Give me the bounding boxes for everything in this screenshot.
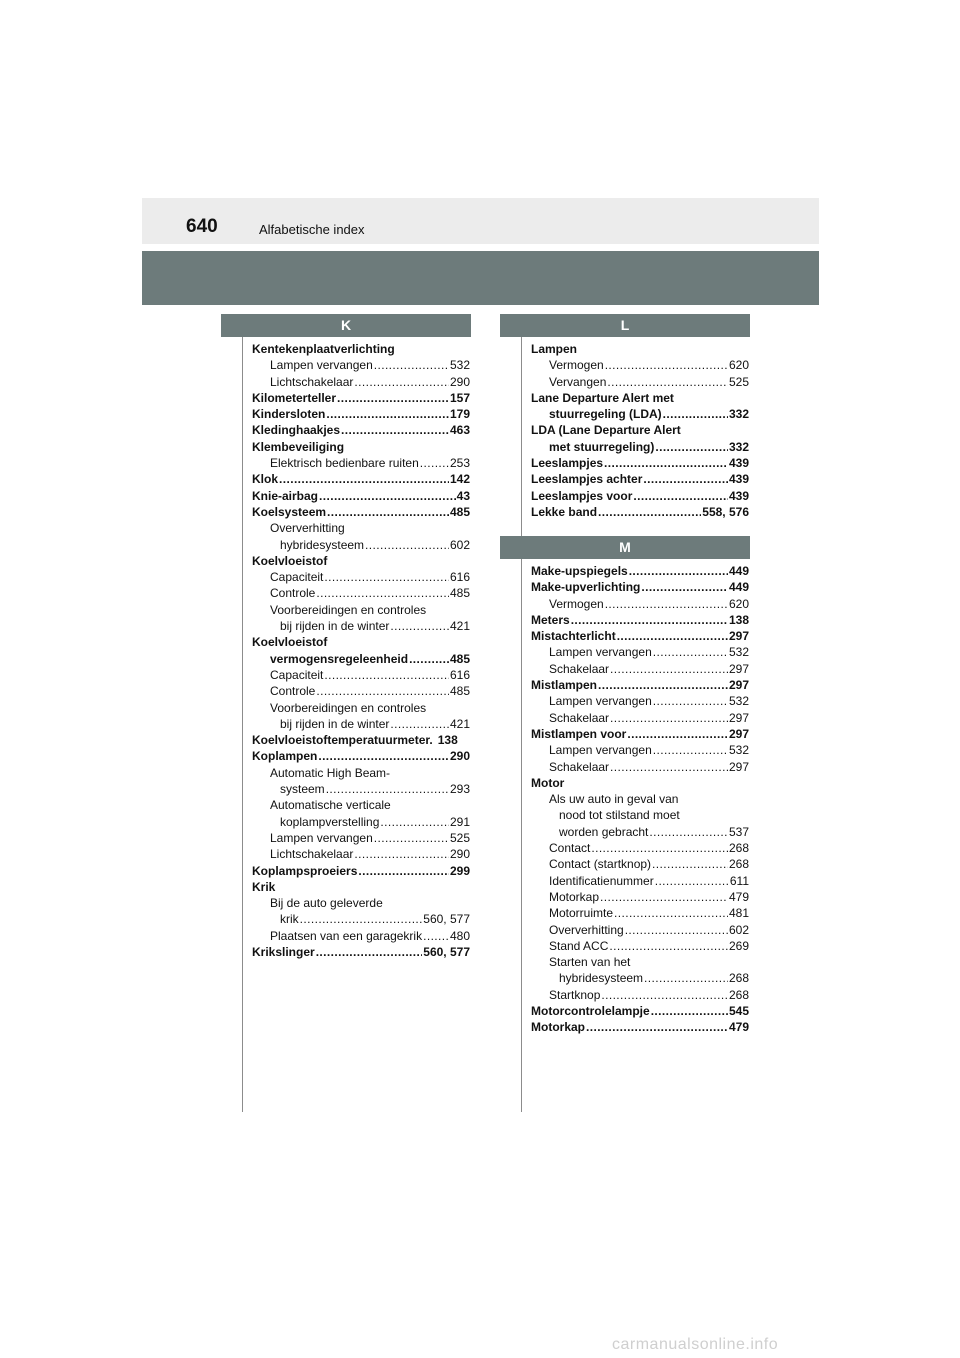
index-entry: [531, 742, 749, 758]
index-heading: LDA (Lane Departure Alert: [531, 423, 681, 438]
entry-page: 421: [449, 619, 470, 634]
entry-page: 297: [728, 678, 749, 693]
entry-label: Krikslinger: [252, 944, 315, 959]
index-entry: [531, 579, 749, 595]
index-entry: [531, 439, 749, 455]
entry-label: Lichtschakelaar: [270, 374, 354, 389]
index-entry: [531, 661, 749, 677]
index-entry: [252, 748, 470, 764]
index-heading: Lampen: [531, 342, 578, 356]
dot-leader: [629, 563, 728, 579]
index-entry: [531, 856, 749, 872]
entry-page: 449: [728, 564, 749, 578]
dot-leader: [423, 928, 449, 944]
entry-page: 532: [728, 694, 749, 709]
column-divider-left: [242, 337, 243, 1112]
index-heading: Lane Departure Alert met: [531, 390, 674, 405]
index-entry: [252, 569, 470, 585]
dot-leader: [609, 938, 728, 954]
index-entry: [252, 471, 470, 487]
entry-page: 602: [728, 922, 749, 937]
entry-page: 537: [728, 824, 749, 839]
dot-leader: [607, 374, 728, 390]
entry-page: 532: [728, 645, 749, 660]
index-entry: [252, 585, 470, 601]
index-heading: Oververhitting: [270, 521, 345, 536]
index-entry: [252, 846, 470, 862]
entry-label: Make-upverlichting: [531, 580, 641, 595]
dot-leader: [586, 1019, 728, 1035]
index-heading: Voorbereidingen en controles: [270, 602, 427, 617]
dot-leader: [625, 922, 728, 938]
entry-label: Motorruimte: [549, 906, 614, 921]
index-entry: [252, 357, 470, 373]
entry-page: 558, 576: [702, 504, 749, 519]
entry-page: 138: [728, 612, 749, 627]
index-entry: [531, 889, 749, 905]
index-entry: [252, 667, 470, 683]
entry-page: 560, 577: [423, 912, 470, 927]
entry-label: Schakelaar: [549, 710, 610, 725]
entry-page: 485: [449, 504, 470, 519]
index-entry: [252, 732, 470, 748]
index-entry: [252, 651, 470, 667]
index-entry: [531, 406, 749, 422]
index-entry: [531, 759, 749, 775]
index-entry: [252, 374, 470, 390]
dot-leader: [354, 846, 449, 862]
dot-leader: [605, 596, 728, 612]
dot-leader: [316, 585, 449, 601]
entry-page: 602: [449, 537, 470, 552]
index-entry: [252, 814, 470, 830]
entry-page: 297: [728, 726, 749, 741]
entry-page: 291: [449, 814, 470, 829]
index-entry: [252, 537, 470, 553]
index-heading: Voorbereidingen en controles: [270, 700, 427, 715]
index-entry: [531, 374, 749, 390]
index-entry: [531, 471, 749, 487]
dot-leader: [600, 889, 728, 905]
entry-label: Stand ACC: [549, 938, 609, 953]
entry-page: 332: [728, 439, 749, 454]
entry-page: 620: [728, 358, 749, 373]
dot-leader: [598, 677, 728, 693]
index-entry: [252, 944, 470, 960]
index-heading: Kentekenplaatverlichting: [252, 342, 395, 356]
entry-page: 616: [449, 667, 470, 682]
dot-leader: [354, 374, 449, 390]
column-divider-right: [521, 337, 522, 1112]
entry-label: systeem: [280, 782, 325, 797]
index-entry: [252, 716, 470, 732]
entry-label: Lekke band: [531, 504, 598, 519]
entry-page: 525: [449, 830, 470, 845]
dot-leader: [653, 644, 728, 660]
entry-label: Startknop: [549, 987, 601, 1002]
watermark-text: carmanualsonline.info: [612, 1336, 779, 1353]
header-bar: [142, 198, 819, 244]
entry-label: Lampen vervangen: [549, 645, 652, 660]
entry-label: Vervangen: [549, 374, 607, 389]
dot-leader: [651, 1003, 728, 1019]
entry-page: 268: [728, 841, 749, 856]
entry-page: 299: [449, 863, 470, 878]
index-entry: [531, 1003, 749, 1019]
index-entry: [531, 596, 749, 612]
index-entry: [531, 612, 749, 628]
index-heading: Klembeveiliging: [252, 439, 345, 454]
index-entry: [252, 863, 470, 879]
entry-label: Make-upspiegels: [531, 564, 628, 578]
entry-page: 439: [728, 472, 749, 487]
entry-page: 290: [449, 847, 470, 862]
dot-leader: [653, 693, 728, 709]
dot-leader: [641, 579, 728, 595]
index-heading: Automatic High Beam-: [270, 765, 391, 780]
section-header-m: M: [500, 536, 750, 559]
entry-label: Leeslampjes: [531, 456, 604, 471]
index-entry: [531, 1019, 749, 1035]
entry-label: Schakelaar: [549, 759, 610, 774]
entry-label: Capaciteit: [270, 667, 324, 682]
index-entry: [252, 781, 470, 797]
entry-label: Knie-airbag: [252, 488, 319, 503]
index-heading: Starten van het: [549, 955, 631, 970]
entry-label: met stuurregeling): [549, 439, 655, 454]
index-entry: [531, 726, 749, 742]
entry-page: 479: [728, 889, 749, 904]
index-entry: [252, 455, 470, 471]
index-entry: [531, 357, 749, 373]
entry-label: worden gebracht: [559, 824, 649, 839]
entry-label: Koelvloeistoftemperatuurmeter.: [252, 733, 433, 748]
section-header-l: L: [500, 314, 750, 337]
index-heading: Koelvloeistof: [252, 635, 328, 650]
entry-label: Mistlampen: [531, 678, 598, 693]
dot-leader: [605, 357, 728, 373]
dot-leader: [598, 504, 701, 520]
dot-leader: [326, 406, 449, 422]
entry-page: 297: [728, 629, 749, 644]
entry-page: 142: [449, 472, 470, 487]
entry-page: 332: [728, 407, 749, 422]
index-entry: [252, 390, 470, 406]
entry-label: Identificatienummer: [549, 873, 654, 888]
entry-label: Plaatsen van een garagekrik: [270, 928, 423, 943]
index-heading: nood tot stilstand moet: [559, 808, 680, 823]
entry-label: Vermogen: [549, 358, 604, 373]
entry-label: Oververhitting: [549, 922, 624, 937]
dot-leader: [327, 504, 449, 520]
index-entry: [252, 911, 470, 927]
entry-page: 138: [437, 733, 458, 748]
dot-leader: [319, 488, 456, 504]
entry-label: Koelsysteem: [252, 504, 327, 519]
header-band: [142, 251, 819, 305]
entry-page: 479: [728, 1020, 749, 1035]
dot-leader: [341, 422, 449, 438]
entry-page: 43: [456, 488, 470, 503]
index-entry: [531, 970, 749, 986]
entry-label: Koplampen: [252, 749, 318, 764]
dot-leader: [652, 856, 728, 872]
entry-page: 449: [728, 580, 749, 595]
entry-page: 179: [449, 407, 470, 422]
entry-label: Meters: [531, 612, 570, 627]
dot-leader: [390, 618, 449, 634]
dot-leader: [610, 710, 728, 726]
entry-label: Klok: [252, 472, 279, 487]
entry-page: 463: [449, 423, 470, 438]
entry-page: 297: [728, 661, 749, 676]
page-number: 640: [186, 216, 218, 237]
dot-leader: [300, 911, 423, 927]
entry-label: Contact: [549, 841, 591, 856]
index-entry: [252, 928, 470, 944]
index-entry: [531, 628, 749, 644]
entry-label: Lampen vervangen: [270, 830, 373, 845]
entry-page: 297: [728, 759, 749, 774]
section-header-k: K: [221, 314, 471, 337]
entry-page: 290: [449, 374, 470, 389]
entry-page: 253: [449, 456, 470, 471]
entry-label: hybridesysteem: [559, 971, 644, 986]
dot-leader: [610, 661, 728, 677]
dot-leader: [614, 905, 728, 921]
dot-leader: [374, 830, 449, 846]
dot-leader: [604, 455, 728, 471]
entry-page: 157: [449, 390, 470, 405]
entry-label: bij rijden in de winter: [280, 619, 390, 634]
index-entry: [252, 422, 470, 438]
entry-label: Controle: [270, 586, 316, 601]
entry-page: 616: [449, 570, 470, 585]
entry-label: Kilometerteller: [252, 390, 337, 405]
entry-label: Contact (startknop): [549, 857, 652, 872]
dot-leader: [627, 726, 728, 742]
index-entry: [252, 488, 470, 504]
index-entry: [531, 840, 749, 856]
entry-label: Motorkap: [549, 889, 600, 904]
entry-label: krik: [280, 912, 299, 927]
entry-page: 485: [449, 651, 470, 666]
index-heading: Krik: [252, 879, 276, 894]
entry-label: Motorkap: [531, 1020, 585, 1035]
entry-label: Kledinghaakjes: [252, 423, 341, 438]
dot-leader: [374, 357, 449, 373]
entry-label: Lampen vervangen: [549, 694, 652, 709]
entry-page: 545: [728, 1004, 749, 1019]
dot-leader: [420, 455, 449, 471]
entry-label: Lichtschakelaar: [270, 847, 354, 862]
index-entry: [531, 504, 749, 520]
index-entry: [531, 710, 749, 726]
entry-label: Schakelaar: [549, 661, 610, 676]
entry-label: Motorcontrolelampje: [531, 1004, 650, 1019]
entry-label: stuurregeling (LDA): [549, 407, 662, 422]
entry-label: Mistachterlicht: [531, 629, 616, 644]
dot-leader: [316, 944, 423, 960]
dot-leader: [601, 987, 728, 1003]
index-entry: [252, 618, 470, 634]
dot-leader: [610, 759, 728, 775]
entry-page: 268: [728, 971, 749, 986]
dot-leader: [324, 569, 449, 585]
entry-page: 290: [449, 749, 470, 764]
entry-label: Kindersloten: [252, 407, 326, 422]
dot-leader: [380, 814, 449, 830]
entry-page: 620: [728, 596, 749, 611]
index-entry: [531, 693, 749, 709]
entry-label: Leeslampjes voor: [531, 488, 633, 503]
index-heading: Als uw auto in geval van: [549, 792, 679, 807]
entry-label: koplampverstelling: [280, 814, 380, 829]
dot-leader: [316, 683, 449, 699]
entry-label: Vermogen: [549, 596, 604, 611]
entry-label: Elektrisch bedienbare ruiten: [270, 456, 419, 471]
dot-leader: [390, 716, 449, 732]
dot-leader: [358, 863, 449, 879]
dot-leader: [337, 390, 449, 406]
entry-page: 485: [449, 684, 470, 699]
entry-label: bij rijden in de winter: [280, 716, 390, 731]
entry-page: 268: [728, 857, 749, 872]
dot-leader: [324, 667, 449, 683]
index-entry: [531, 455, 749, 471]
entry-page: 480: [449, 928, 470, 943]
dot-leader: [644, 970, 728, 986]
index-entry: [531, 873, 749, 889]
entry-label: Koplampsproeiers: [252, 863, 358, 878]
index-entry: [531, 824, 749, 840]
dot-leader: [649, 824, 728, 840]
entry-page: 421: [449, 716, 470, 731]
entry-label: Lampen vervangen: [270, 358, 373, 373]
index-entry: [531, 488, 749, 504]
dot-leader: [279, 471, 449, 487]
entry-page: 532: [449, 358, 470, 373]
index-entry: [531, 905, 749, 921]
entry-page: 485: [449, 586, 470, 601]
entry-page: 297: [728, 710, 749, 725]
index-entry: [531, 563, 749, 579]
dot-leader: [653, 742, 728, 758]
index-heading: Bij de auto geleverde: [270, 896, 383, 911]
dot-leader: [571, 612, 728, 628]
index-entry: [531, 922, 749, 938]
entry-page: 560, 577: [423, 944, 470, 959]
entry-label: Capaciteit: [270, 570, 324, 585]
section-l-list: [531, 341, 749, 520]
dot-leader: [591, 840, 728, 856]
entry-label: hybridesysteem: [280, 537, 365, 552]
dot-leader: [655, 439, 728, 455]
entry-label: Mistlampen voor: [531, 726, 627, 741]
index-entry: [252, 830, 470, 846]
entry-label: Controle: [270, 684, 316, 699]
page-title: Alfabetische index: [259, 222, 365, 237]
index-entry: [531, 677, 749, 693]
dot-leader: [617, 628, 728, 644]
index-heading: Motor: [531, 775, 565, 790]
dot-leader: [409, 651, 449, 667]
entry-page: 481: [728, 906, 749, 921]
entry-page: 611: [729, 873, 749, 888]
index-entry: [252, 504, 470, 520]
dot-leader: [655, 873, 729, 889]
index-entry: [531, 644, 749, 660]
entry-page: 525: [728, 374, 749, 389]
section-k-list: [252, 341, 470, 960]
section-m-list: [531, 563, 749, 1036]
entry-label: Lampen vervangen: [549, 743, 652, 758]
dot-leader: [663, 406, 728, 422]
dot-leader: [318, 748, 449, 764]
entry-page: 293: [449, 782, 470, 797]
entry-page: 439: [728, 488, 749, 503]
entry-page: 439: [728, 456, 749, 471]
dot-leader: [633, 488, 728, 504]
entry-page: 269: [728, 938, 749, 953]
entry-label: Leeslampjes achter: [531, 472, 643, 487]
dot-leader: [643, 471, 728, 487]
dot-leader: [365, 537, 449, 553]
dot-leader: [326, 781, 449, 797]
entry-page: 268: [728, 987, 749, 1002]
entry-label: vermogensregeleenheid: [270, 651, 409, 666]
index-heading: Koelvloeistof: [252, 553, 328, 568]
index-entry: [252, 683, 470, 699]
index-entry: [252, 406, 470, 422]
index-entry: [531, 987, 749, 1003]
index-entry: [531, 938, 749, 954]
index-heading: Automatische verticale: [270, 798, 391, 813]
entry-page: 532: [728, 743, 749, 758]
